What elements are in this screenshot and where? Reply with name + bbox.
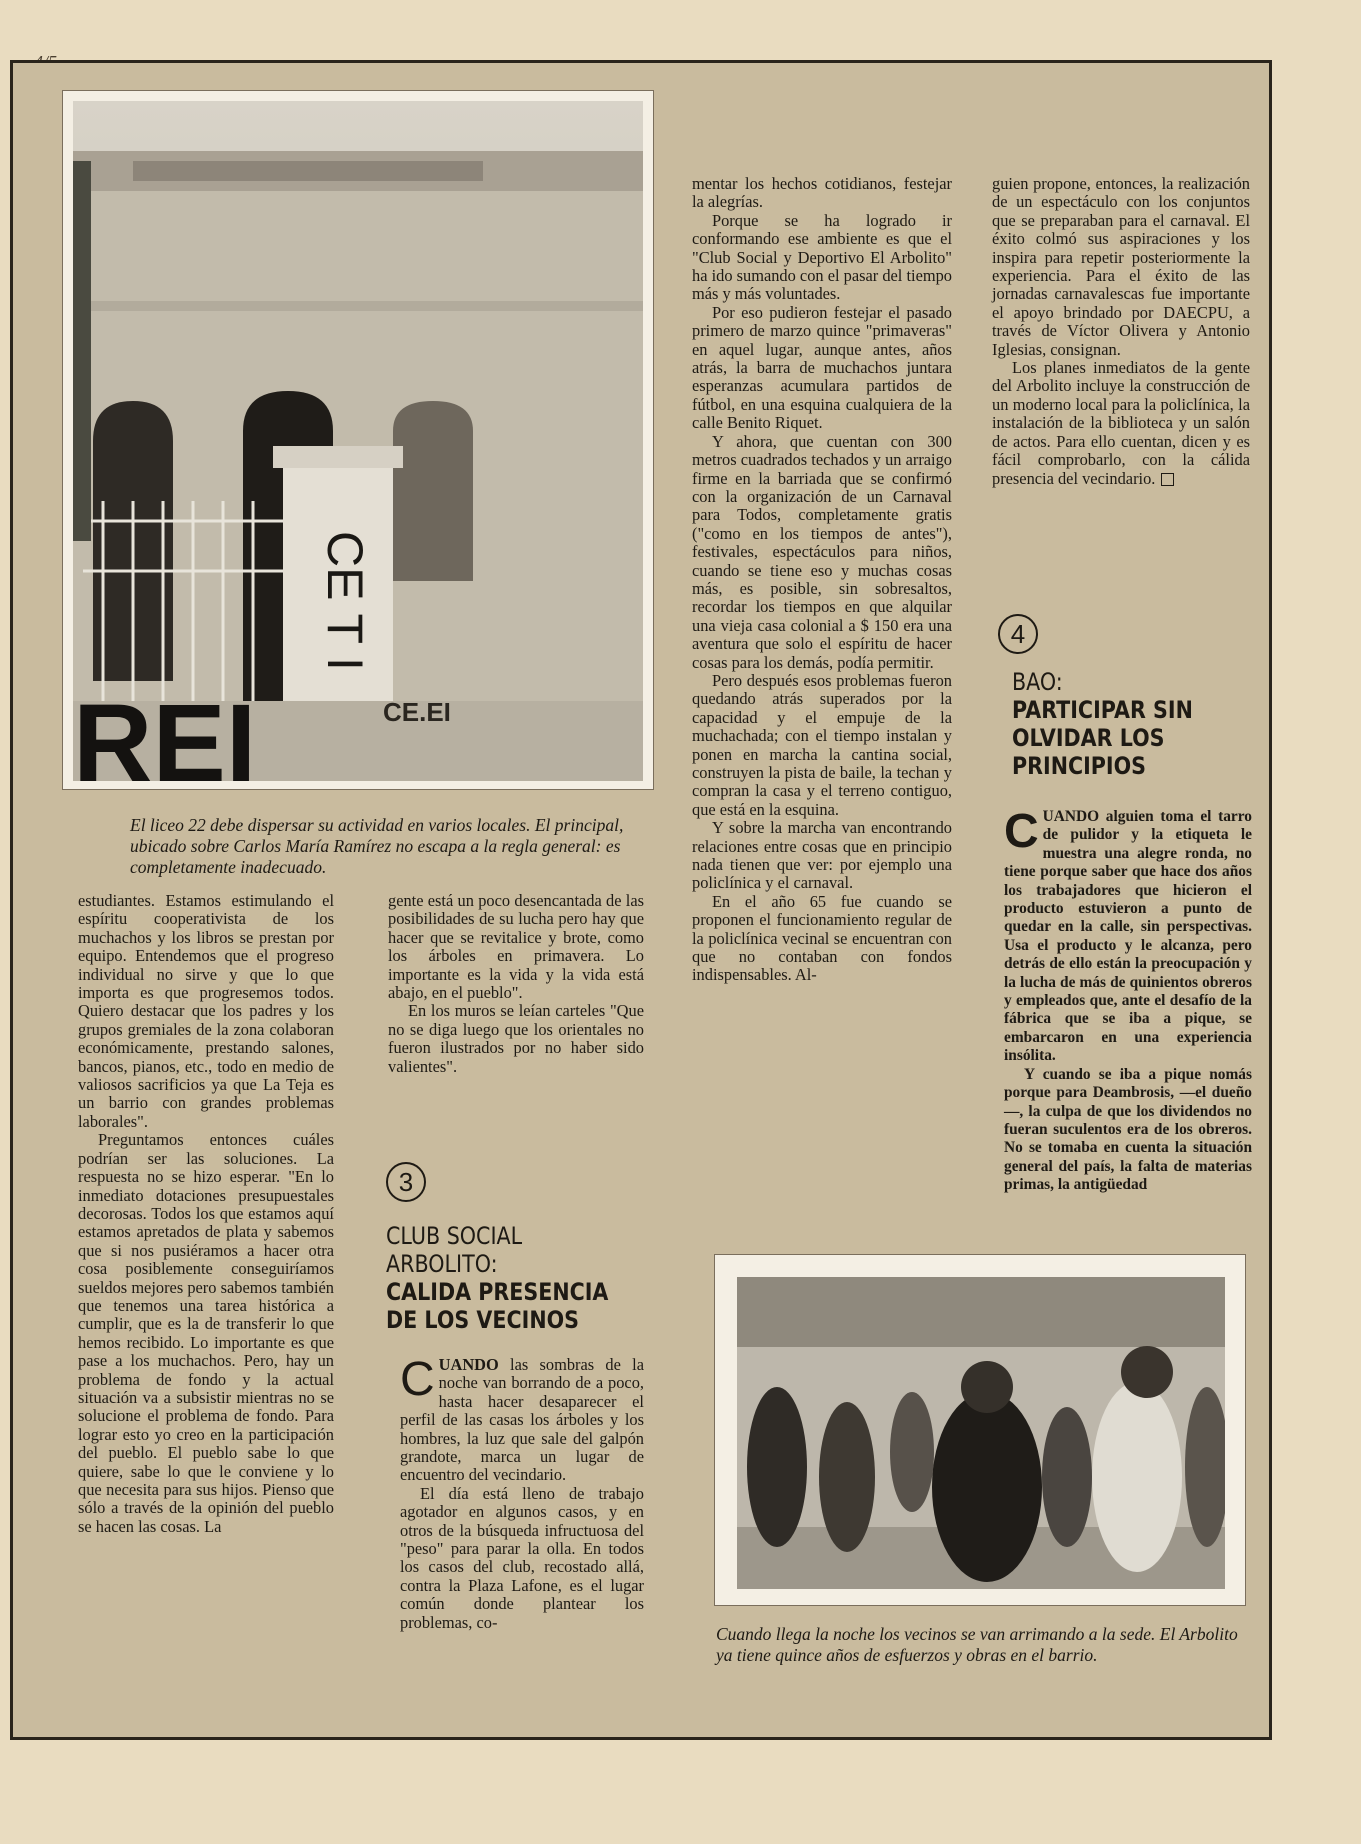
section-3-number: 3 [386,1162,426,1202]
column-middle-top [388,892,644,1076]
headline-line: BAO: [1012,668,1063,696]
school-building-image [73,101,643,781]
paragraph: las sombras de la noche van borrando de a poco, hasta hacer desaparecer el perfil de las casas los árboles y los hombres, la luz que sale del galpón grandote, marca un lugar de encuentro del vecindario. [400,1355,644,1485]
headline-line: ARBOLITO: [386,1250,498,1278]
first-words: UANDO [1042,808,1100,825]
end-mark-icon [1161,473,1174,486]
section-3-body [400,1353,644,1632]
paragraph [992,359,1250,488]
neighbours-photo [714,1254,1246,1606]
paragraph: Pero después esos problemas fueron quedando atrás superados por la capacidad y el empuje de la muchachada; con el tiempo instalan y ponen en marcha la cantina social, construyen la pista de baile, la techan y compran la casa y el terreno contiguo, que está en la esquina. [692,670,952,819]
paragraph: estudiantes. Estamos estimulando el espíritu cooperativista de los muchachos y los libros se prestan por equipo. Entendemos que el progreso individual no sirve y que lo que importa es que progresemos todos. Quiero destacar que los padres y los grupos gremiales de la zona colaboran económicamente, prestando salones, bancos, pianos, etc., todo en medio de valiosos sacrificios ya que La Teja es un barrio con grandes problemas laborales". [78,891,334,1131]
headline-line: CLUB SOCIAL [386,1222,523,1250]
dropcap: C [1004,805,1039,858]
paragraph: alguien toma el tarro de pulidor y la etiqueta le muestra una alegre ronda, no tiene porque saber que hace dos años los trabajadores que hicieron el producto estuvieron a punto de quedar en la calle, sin perspectivas. Usa el producto y le alcanza, pero detrás de ello están la preocupación y la lucha de más de quinientos obreros y empleados que, ante el desafío de la fábrica que se iba a pique, se embarcaron en una experiencia insólita. [1004,808,1252,1065]
paragraph: Porque se ha logrado ir conformando ese ambiente es que el "Club Social y Deportivo El Arbolito" ha ido sumando con el pasar del tiempo más y más voluntades. [692,210,952,304]
paragraph: En los muros se leían carteles "Que no se diga luego que los orientales no fueron ilustrados por no haber sido valientes". [388,1001,644,1076]
paragraph: El día está lleno de trabajo agotador en algunos casos, y en otros de la búsqueda infructuosa del "peso" para parar la olla. En todos los casos del club, recostado allá, contra la Plaza Lafone, es el lugar común donde plantear los problemas, co- [400,1483,644,1632]
graffiti-small: CE.EI [383,697,451,727]
paragraph: Preguntamos entonces cuáles podrían ser las soluciones. La respuesta no se hizo esperar. "En lo inmediato dotaciones presupuestales decorosas. Todos los que estamos aquí estamos apretados de plata y sabemos que si nos pusiéramos a hacer otra cosa posiblemente conseguiríamos sueldos mejores pero sabemos también que tenemos una tarea histórica a cumplir, que es la de transferir lo que hemos recibido. Lo importante es que pase a los muchachos. Pero, hay un problema de fondo y la actual situación va a subsistir mientras no se solucione el problema de fondo. Para lograr esto yo creo en la participación del pueblo. El pueblo sabe lo que quiere, sabe lo que le conviene y lo que necesita para sus hijos. Pienso que sólo a través de la opinión del pueblo se hacen las cosas. La [78,1130,334,1536]
neighbours-photo-caption: Cuando llega la noche los vecinos se van arrimando a la sede. El Arbolito ya tiene quince años de esfuerzos y obras en el barrio. [716,1624,1238,1665]
section-4-body [1004,805,1252,1195]
graffiti-top: CE T I [317,531,373,671]
paragraph: Y cuando se iba a pique nomás porque para Deambrosis, —el dueño—, la culpa de que los dividendos no fueran suculentos era de los obreros. No se tomaba en cuenta la situación general del país, la falta de materias primas, la antigüedad [1004,1065,1252,1194]
dropcap: C [400,1353,435,1406]
paragraph: mentar los hechos cotidianos, festejar la alegrías. [692,174,952,212]
graffiti-bottom: REI [73,682,257,781]
paragraph: Y ahora, que cuentan con 300 metros cuadrados techados y un arraigo firme en la barriada que se confirmó con la organización de un Carnaval para Todos, completamente gratis ("como en los tiempos de antes"), festivales, espectáculos para niños, cuando se tiene eso y muchas cosas más, es posible, sin sobresaltos, recordar los tiempos en que alquilar una vieja casa colonial a $ 150 era una aventura que solo el espíritu de hacer cosas para los demás, podía permitir. [692,431,952,672]
paragraph: Y sobre la marcha van encontrando relaciones entre cosas que en principio nada tienen que ver: por ejemplo una policlínica y el carnaval. [692,818,952,893]
headline-line: CALIDA PRESENCIA [386,1278,609,1306]
paragraph: guien propone, entonces, la realización de un espectáculo con los conjuntos que se preparaban para el carnaval. El éxito colmó sus aspiraciones y los inspira para repetir posteriormente la experiencia. Para el éxito de las jornadas carnavalescas fue importante el apoyo brindado por DAECPU, a través de Víctor Olivera y Antonio Iglesias, consignan. [992,174,1250,359]
school-photo [62,90,654,790]
column-middle-2 [692,175,952,985]
column-right-top [992,175,1250,488]
headline-line: DE LOS VECINOS [386,1306,580,1334]
school-photo-caption: El liceo 22 debe dispersar su actividad en varios locales. El principal, ubicado sobre Carlos María Ramírez no escapa a la regla general: es completamente inadecuado. [130,815,624,877]
section-3-headline [386,1222,608,1334]
paragraph: Por eso pudieron festejar el pasado primero de marzo quince "primaveras" en aquel lugar, aunque antes, años atrás, la barra de muchachos juntara esperanzas acumulara partidos de fútbol, en una esquina cualquiera de la calle Benito Riquet. [692,302,952,433]
headline-line: PRINCIPIOS [1012,752,1147,780]
column-left [78,892,334,1536]
neighbours-image [737,1277,1225,1589]
headline-line: PARTICIPAR SIN [1012,696,1193,724]
paragraph-text: Los planes inmediatos de la gente del Arbolito incluye la construcción de un moderno local para la policlínica, la instalación de la biblioteca y un salón de actos. Para ello cuentan, dicen y es fácil comprobarlo, con la cálida presencia del vecindario. [992,358,1250,488]
headline-line: OLVIDAR LOS [1012,724,1165,752]
paragraph: gente está un poco desencantada de las posibilidades de su lucha pero hay que hacer que se revitalice y brote, como los árboles en primavera. Lo importante es la vida y la vida está abajo, en el pueblo". [388,891,644,1003]
section-4-number: 4 [998,614,1038,654]
section-4-headline [1012,668,1193,780]
first-words: UANDO [438,1355,499,1374]
paragraph: En el año 65 fue cuando se proponen el funcionamiento regular de la policlínica vecinal se encuentran con que no contaban con fondos indispensables. Al- [692,891,952,985]
